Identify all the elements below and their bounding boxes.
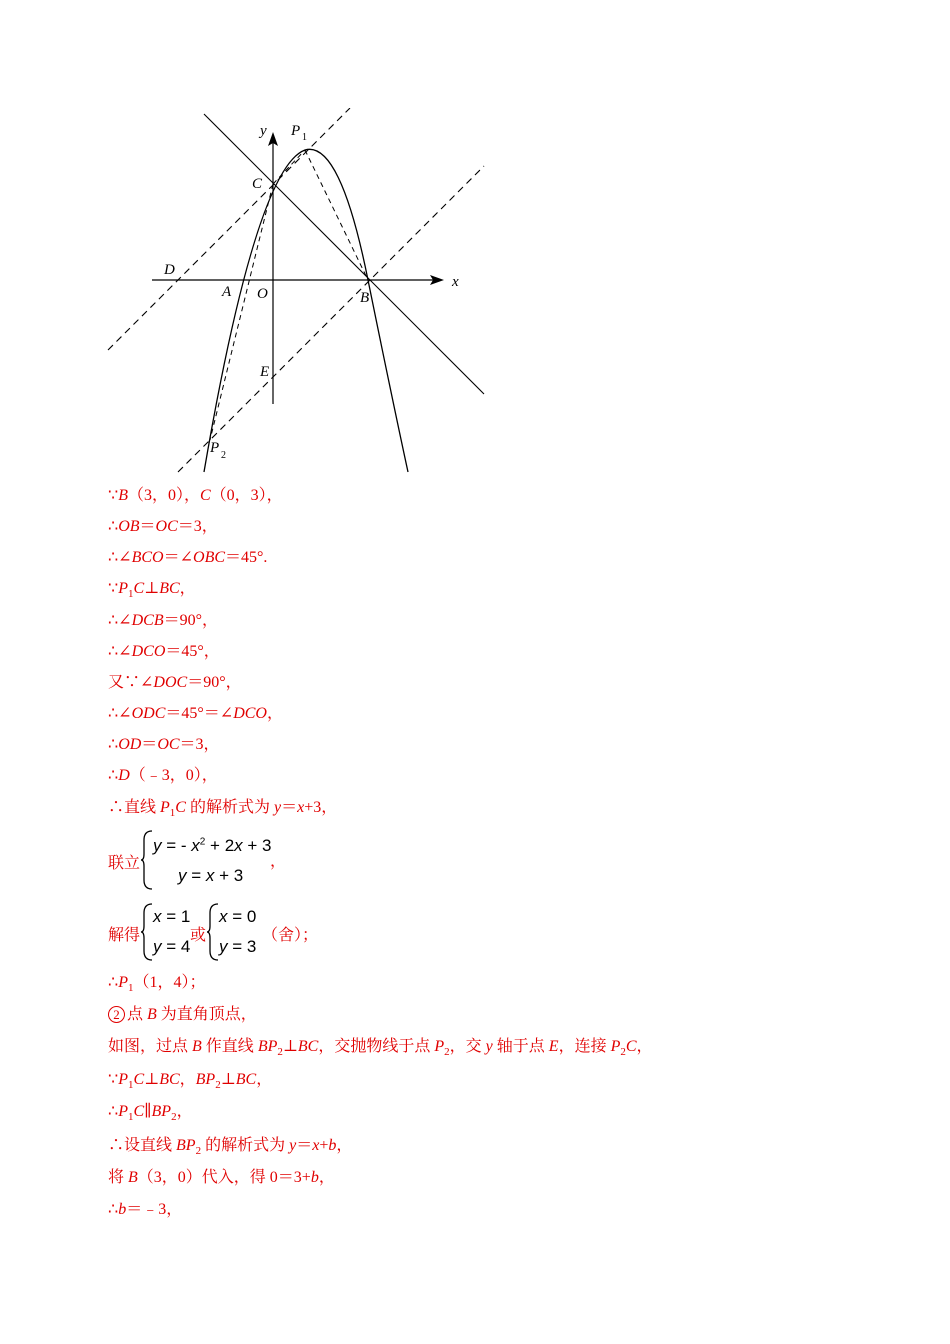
solution-line-1 (108, 486, 283, 506)
line-bc (204, 114, 484, 394)
math-var: BP (257, 1038, 278, 1055)
var: x (234, 836, 243, 855)
subscript: 1 (127, 588, 134, 601)
math-var: C (133, 1071, 145, 1088)
text-run: ∴ (108, 736, 119, 753)
math-var: D (118, 767, 130, 784)
var: x (191, 836, 200, 855)
math-var: DCO (131, 643, 166, 660)
line-bp2-dashed (178, 166, 484, 472)
val: = 3 (227, 937, 257, 956)
subscript: 2 (215, 1079, 221, 1092)
solution-line-14 (108, 973, 205, 998)
text-run: ， (256, 1071, 273, 1088)
math-var: P (118, 1103, 128, 1120)
segment-p1b-dashed (305, 150, 368, 280)
circled-number: 2 (108, 1006, 125, 1023)
solution-line-8 (108, 704, 283, 724)
system-2-after: （舍）； (262, 927, 319, 944)
text-run: ∴ (108, 974, 119, 991)
system-2-b-row-2 (219, 937, 256, 957)
text-run: ∴直线 (108, 799, 161, 816)
subscript: 2 (620, 1046, 626, 1059)
label-p1-sub: 1 (302, 132, 307, 143)
math-var: DOC (153, 674, 188, 691)
text-run: ＝﹣3， (126, 1201, 183, 1218)
var: y (153, 836, 162, 855)
brace-icon (140, 903, 154, 961)
math-var: BC (235, 1071, 257, 1088)
subscript: 2 (171, 1111, 177, 1124)
subscript: 1 (169, 807, 176, 820)
text-run: 又∵∠ (108, 674, 154, 691)
label-e: E (260, 364, 270, 380)
text-run: ＝45°＝∠ (165, 705, 234, 722)
solution-line-3 (108, 548, 267, 568)
solution-line-16 (108, 1037, 653, 1062)
solution-line-7 (108, 673, 242, 693)
math-var: C (175, 799, 186, 816)
text-run: ＝90°， (187, 674, 242, 691)
solution-line-20 (108, 1168, 335, 1188)
label-o: O (257, 286, 268, 302)
math-var: B (128, 1169, 138, 1186)
text-run: ∴ (108, 518, 119, 535)
math-var: P (118, 580, 128, 597)
text-run: ，交 (449, 1038, 486, 1055)
math-var: P (118, 974, 128, 991)
math-var: C (625, 1038, 637, 1055)
text-run: 将 (108, 1169, 129, 1186)
text-run: ， (179, 580, 196, 597)
term: + 3 (214, 866, 244, 885)
math-var: x (312, 1137, 320, 1154)
math-var: BP (176, 1137, 196, 1154)
solution-line-10 (108, 766, 218, 786)
math-var: y (273, 799, 282, 816)
text-run: ， (636, 1038, 653, 1055)
math-var: x (297, 799, 305, 816)
math-var: y (485, 1038, 493, 1055)
segment-cp1-dashed (273, 150, 305, 184)
label-p2-sub: 2 (221, 450, 226, 461)
term: + 2 (205, 836, 235, 855)
text-run: ⊥ (144, 1071, 160, 1088)
subscript: 2 (195, 1145, 202, 1158)
segment-cp2-dashed (210, 184, 273, 440)
solution-line-9 (108, 735, 220, 755)
text-run: （0，3）， (210, 487, 283, 504)
system-1-row-1 (153, 836, 272, 856)
text-run: ＝∠ (163, 549, 194, 566)
math-var: ODC (131, 705, 166, 722)
text-run: ，连接 (558, 1038, 611, 1055)
text-run: （3，0）代入，得 0＝3+ (137, 1169, 311, 1186)
text-run: ， (266, 705, 283, 722)
var: x (153, 907, 162, 926)
text-run: 如图，过点 (108, 1038, 193, 1055)
text-run: 为直角顶点， (156, 1006, 257, 1023)
subscript: 1 (127, 1079, 134, 1092)
math-var: DCB (131, 612, 164, 629)
system-2-or: 或 (190, 927, 207, 944)
text-run: ⊥ (220, 1071, 236, 1088)
solution-line-21 (108, 1200, 182, 1220)
math-var: BCO (131, 549, 164, 566)
solution-line-5 (108, 611, 218, 631)
subscript: 1 (127, 1111, 134, 1124)
math-var: b (328, 1137, 337, 1154)
math-var: P (434, 1038, 445, 1055)
solution-line-6 (108, 642, 220, 662)
system-2-lead: 解得 (108, 927, 141, 944)
text-run: ⊥ (282, 1038, 298, 1055)
subscript: 2 (277, 1046, 283, 1059)
system-1-after: ， (270, 853, 287, 870)
math-var: C (133, 580, 145, 597)
math-var: BC (297, 1038, 319, 1055)
solution-line-18 (108, 1102, 193, 1127)
math-var: b (118, 1201, 127, 1218)
text-run: （3，0）， (127, 487, 200, 504)
system-2-b-row-1 (219, 907, 256, 927)
var: x (219, 907, 228, 926)
math-var: B (118, 487, 128, 504)
text-run: ， (179, 1071, 196, 1088)
math-var: C (199, 487, 211, 504)
text-run: ⊥ (144, 580, 160, 597)
math-var: OB (118, 518, 140, 535)
text-run: ＝45°， (165, 643, 220, 660)
math-var: B (147, 1006, 157, 1023)
math-var: E (548, 1038, 559, 1055)
math-var: OC (157, 736, 180, 753)
text-run: 的解析式为 (185, 799, 274, 816)
text-run: ∵ (108, 487, 119, 504)
text-run: ∴∠ (108, 612, 132, 629)
math-var: OBC (193, 549, 226, 566)
text-run: ＝ (296, 1137, 313, 1154)
eq: = (186, 866, 206, 885)
line-p1c-dashed (108, 108, 350, 350)
system-2-a-row-1 (153, 907, 190, 927)
subscript: 2 (444, 1046, 450, 1059)
var: y (178, 866, 187, 885)
text-run: ＝3， (179, 736, 220, 753)
text-run: ＝ (141, 736, 158, 753)
text-run: ＝3， (177, 518, 218, 535)
label-y: y (260, 123, 267, 139)
math-var: B (192, 1038, 202, 1055)
text-run: +3， (304, 799, 338, 816)
system-2-a-row-2 (153, 937, 190, 957)
solution-line-17 (108, 1070, 272, 1095)
label-a: A (222, 284, 232, 300)
math-var: C (133, 1103, 145, 1120)
math-var: b (310, 1169, 319, 1186)
text-run: 的解析式为 (201, 1137, 290, 1154)
text-run: ， (318, 1169, 335, 1186)
text-run: （1，4）； (133, 974, 206, 991)
text-run: ∵ (108, 1071, 119, 1088)
text-run: ∥ (144, 1103, 152, 1120)
math-var: OC (155, 518, 178, 535)
var: x (205, 866, 215, 885)
math-var: BP (151, 1103, 172, 1120)
var: y (219, 937, 228, 956)
brace-icon (206, 903, 220, 961)
math-var: OD (118, 736, 142, 753)
term: + 3 (242, 836, 272, 855)
parabola-figure (100, 108, 500, 480)
label-p1: P (291, 123, 301, 139)
text-run: ∴∠ (108, 643, 132, 660)
math-var: P (610, 1038, 621, 1055)
var: y (153, 937, 162, 956)
text-run: ＝ (281, 799, 298, 816)
math-var: P (118, 1071, 128, 1088)
math-var: BP (195, 1071, 216, 1088)
subscript: 1 (127, 982, 134, 995)
text-run: ＝90°， (163, 612, 218, 629)
text-run: + (319, 1137, 329, 1154)
text-run: ∴ (108, 767, 119, 784)
text-run: ∴∠ (108, 549, 132, 566)
solution-line-19 (108, 1136, 352, 1161)
text-run: ∴ (108, 1103, 119, 1120)
math-var: BC (159, 1071, 180, 1088)
label-d: D (164, 262, 175, 278)
val: = 0 (227, 907, 257, 926)
text-run: ∵ (108, 580, 119, 597)
solution-line-2 (108, 517, 218, 537)
val: = 4 (161, 937, 191, 956)
solution-line-4 (108, 579, 196, 604)
text-run: 点 (127, 1006, 148, 1023)
math-var: BC (159, 580, 180, 597)
text-run: ＝45°. (225, 549, 268, 566)
text-run: ， (336, 1137, 353, 1154)
parabola-curve (204, 149, 408, 472)
text-run: 作直线 (201, 1038, 258, 1055)
solution-line-11 (108, 798, 337, 823)
val: = 1 (161, 907, 191, 926)
math-var: y (289, 1137, 297, 1154)
text-run: ， (176, 1103, 193, 1120)
label-x: x (452, 274, 459, 290)
text-run: 轴于点 (492, 1038, 549, 1055)
text-run: ∴ (108, 1201, 119, 1218)
text-run: ∴∠ (108, 705, 132, 722)
solution-line-15 (108, 1005, 257, 1025)
text-run: （﹣3，0）， (129, 767, 218, 784)
exp: 2 (199, 836, 206, 848)
text-run: ∴设直线 (108, 1137, 177, 1154)
label-p2: P (210, 440, 220, 456)
label-c: C (252, 176, 263, 192)
system-1-lead: 联立 (108, 855, 141, 872)
text-run: ＝ (139, 518, 156, 535)
math-var: P (160, 799, 170, 816)
brace-icon (140, 830, 154, 890)
label-b: B (360, 290, 370, 306)
text-run: ，交抛物线于点 (318, 1038, 435, 1055)
eq: = - (161, 836, 192, 855)
math-var: DCO (233, 705, 267, 722)
system-1-row-2 (178, 866, 243, 886)
